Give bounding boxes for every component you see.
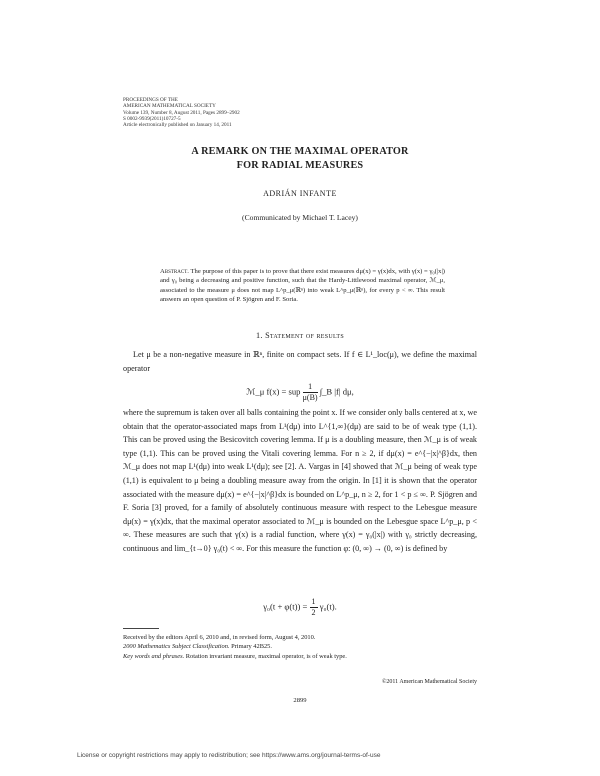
published-line: Article electronically published on January 14, 2011	[123, 122, 232, 129]
eq2-numerator: 1	[311, 597, 316, 606]
keywords-label: Key words and phrases.	[123, 652, 185, 660]
masthead	[123, 97, 240, 128]
eq1-lhs: ℳ_μ f(x) = sup	[246, 386, 301, 397]
abstract	[160, 267, 445, 305]
footnotes	[123, 633, 477, 661]
keywords-value: Rotation invariant measure, maximal operator, is of weak type.	[185, 652, 347, 660]
section-title: Statement of results	[265, 331, 345, 340]
eq1-rhs: ∫_B |f| dμ,	[319, 386, 354, 397]
eq1-numerator: 1	[303, 382, 318, 393]
body-paragraph-2	[123, 406, 477, 556]
eq2-rhs: γ₀(t).	[319, 601, 337, 612]
paragraph-text: Let μ be a non-negative measure in ℝⁿ, finite on compact sets. If f ∈ L¹_loc(μ), we define the maximal operator	[123, 350, 477, 373]
msc-note	[123, 642, 477, 651]
title-line-1: A REMARK ON THE MAXIMAL OPERATOR	[191, 146, 409, 157]
issn-line: S 0002-9939(2011)10727-5	[123, 115, 181, 122]
journal-name-line1: PROCEEDINGS OF THE	[123, 97, 178, 103]
section-heading	[0, 331, 600, 340]
eq1-fraction	[303, 382, 318, 403]
journal-name-line2: AMERICAN MATHEMATICAL SOCIETY	[123, 103, 216, 110]
eq2-denominator: 2	[311, 608, 316, 617]
paper-title	[0, 145, 600, 173]
title-line-2: FOR RADIAL MEASURES	[236, 160, 364, 171]
eq2-lhs: γ₀(t + φ(t)) =	[263, 601, 308, 612]
msc-label: 2000 Mathematics Subject Classification.	[123, 643, 230, 651]
eq1-denominator: μ(B)	[302, 393, 318, 402]
paragraph-text: where the supremum is taken over all balls containing the point x. If we consider only balls centered at x, we obtain that the operator-associated maps from L¹(dμ) into L^{1,∞}(dμ) are said to be of weak type (1,1). This can be proved using the Besicovitch covering lemma. If μ is a doubling measure, then ℳ_μ is of weak type (1,1). This can be proved using the Vitali covering lemma. For n ≥ 2, if dμ(x) = e^{−|x|^β}dx, then ℳ_μ does not map L¹(dμ) into weak L¹(dμ); see [2]. A. Vargas in [4] showed that ℳ_μ being of weak type (1,1) is equivalent to μ being a doubling measure away from the origin. In [1] it is shown that the operator associated with the measure dμ(x) = e^{−|x|^β}dx is bounded on L^p_μ, n ≥ 2, for 1 < p ≤ ∞. P. Sjögren and F. Soria [3] proved, for a family of absolutely continuous measure with respect to the Lebesgue measure dμ(x) = γ(x)dx, that the maximal operator associated to ℳ_μ is bounded on the Lebesgue space L^p_μ, p < ∞. These measures are such that γ(x) is a radial function, where γ(x) = γ₀(|x|) with γ₀ strictly decreasing, continuous and lim_{t→0} γ₀(t) < ∞. For this measure the function φ: (0, ∞) → (0, ∞) is defined by	[123, 408, 477, 553]
author-name: ADRIÁN INFANTE	[263, 189, 337, 198]
eq2-fraction	[310, 597, 318, 618]
equation-maximal-operator	[123, 382, 477, 403]
equation-phi-definition	[123, 597, 477, 618]
license-footer: License or copyright restrictions may apply to redistribution; see https://www.ams.org/journal-terms-of-use	[77, 752, 381, 759]
communicated-by: (Communicated by Michael T. Lacey)	[242, 213, 358, 222]
body-paragraph-1	[123, 348, 477, 375]
received-note: Received by the editors April 6, 2010 and, in revised form, August 4, 2010.	[123, 634, 316, 641]
abstract-text: The purpose of this paper is to prove that there exist measures dμ(x) = γ(x)dx, with γ(x) = γ₀(|x|) and γ₀ being a decreasing and positive function, such that the Hardy-Littlewood maximal operator, ℳ_μ, associated to the measure μ does not map L^p_μ(ℝⁿ) into weak L^p_μ(ℝⁿ), for every p < ∞. This result answers an open question of P. Sjögren and F. Soria.	[160, 268, 445, 304]
copyright-notice: ©2011 American Mathematical Society	[381, 679, 477, 685]
keywords-note	[123, 652, 477, 661]
volume-line: Volume 139, Number 8, August 2011, Pages 2899–2902	[123, 109, 240, 116]
footnote-rule	[123, 628, 159, 629]
abstract-heading: Abstract.	[160, 268, 189, 275]
msc-value: Primary 42B25.	[231, 643, 272, 651]
section-number: 1.	[255, 331, 263, 340]
page-number: 2899	[293, 697, 307, 704]
